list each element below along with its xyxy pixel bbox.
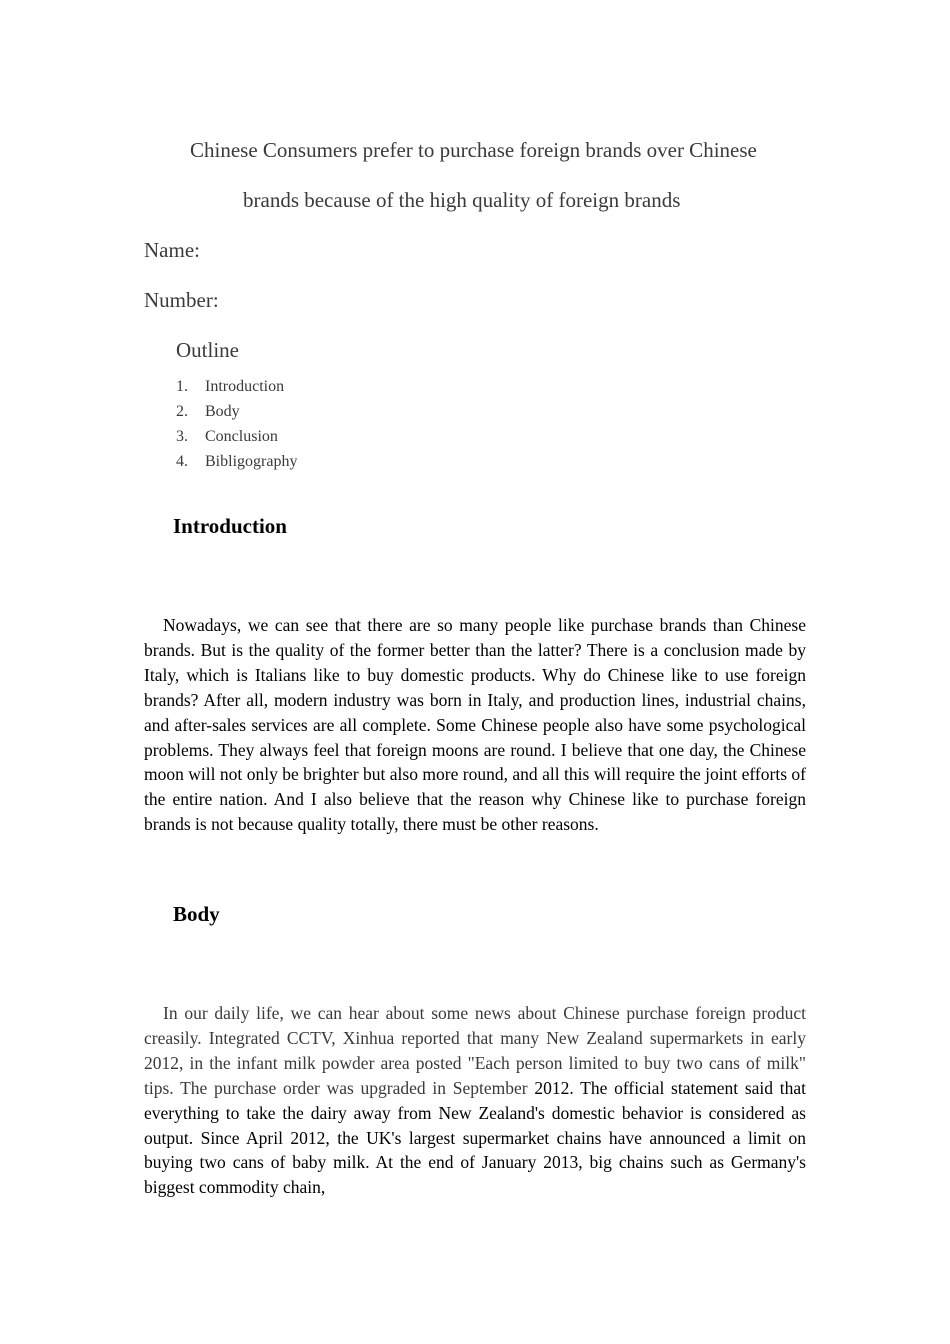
outline-item <box>176 374 297 399</box>
introduction-paragraph: Nowadays, we can see that there are so many people like purchase brands than Chinese brands. But is the quality of the former better than the latter? There is a conclusion made by Italy, which is Italians like to buy domestic products. Why do Chinese like to use foreign brands? After all, modern industry was born in Italy, and production lines, industrial chains, and after-sales services are all complete. Some Chinese people also have some psychological problems. They always feel that foreign moons are round. I believe that one day, the Chinese moon will not only be brighter but also more round, and all this will require the joint efforts of the entire nation. And I also believe that the reason why Chinese like to purchase foreign brands is not because quality totally, there must be other reasons. <box>144 615 806 835</box>
outline-item-label: Bibligography <box>205 453 298 470</box>
outline-item <box>176 424 297 449</box>
document-title-line-2: brands because of the high quality of foreign brands <box>243 188 681 212</box>
outline-item-label: Body <box>205 403 240 420</box>
body-heading: Body <box>173 902 220 926</box>
introduction-heading: Introduction <box>173 514 287 538</box>
body-paragraph-black-run: 2012. The official statement said that everything to take the dairy away from New Zealand's domestic behavior is considered as output. Since April 2012, the UK's largest supermarket chains have announced a limit on buying two cans of baby milk. At the end of January 2013, big chains such as Germany's biggest commodity chain, <box>144 1077 807 1198</box>
name-label: Name: <box>144 238 200 262</box>
outline-item-number: 4. <box>176 453 188 470</box>
outline-item-number: 1. <box>176 378 188 395</box>
outline-item-label: Introduction <box>205 378 285 395</box>
outline-item <box>176 399 297 424</box>
number-label: Number: <box>144 288 219 312</box>
outline-list <box>176 374 297 474</box>
outline-item-number: 2. <box>176 403 188 420</box>
document-title-line-1: Chinese Consumers prefer to purchase foreign brands over Chinese <box>190 138 757 162</box>
outline-item-number: 3. <box>176 428 188 445</box>
outline-heading: Outline <box>176 338 239 362</box>
outline-item <box>176 449 297 474</box>
body-paragraph <box>144 1001 806 1200</box>
outline-item-label: Conclusion <box>205 428 278 445</box>
body-paragraph-grey-run: In our daily life, we can hear about some news about Chinese purchase foreign product creasily. Integrated CCTV, Xinhua reported that many New Zealand supermarkets in early 2012, in the infant milk powder area posted "Each person limited to buy two cans of milk" tips. The purchase order was upgraded in September <box>144 1003 806 1098</box>
